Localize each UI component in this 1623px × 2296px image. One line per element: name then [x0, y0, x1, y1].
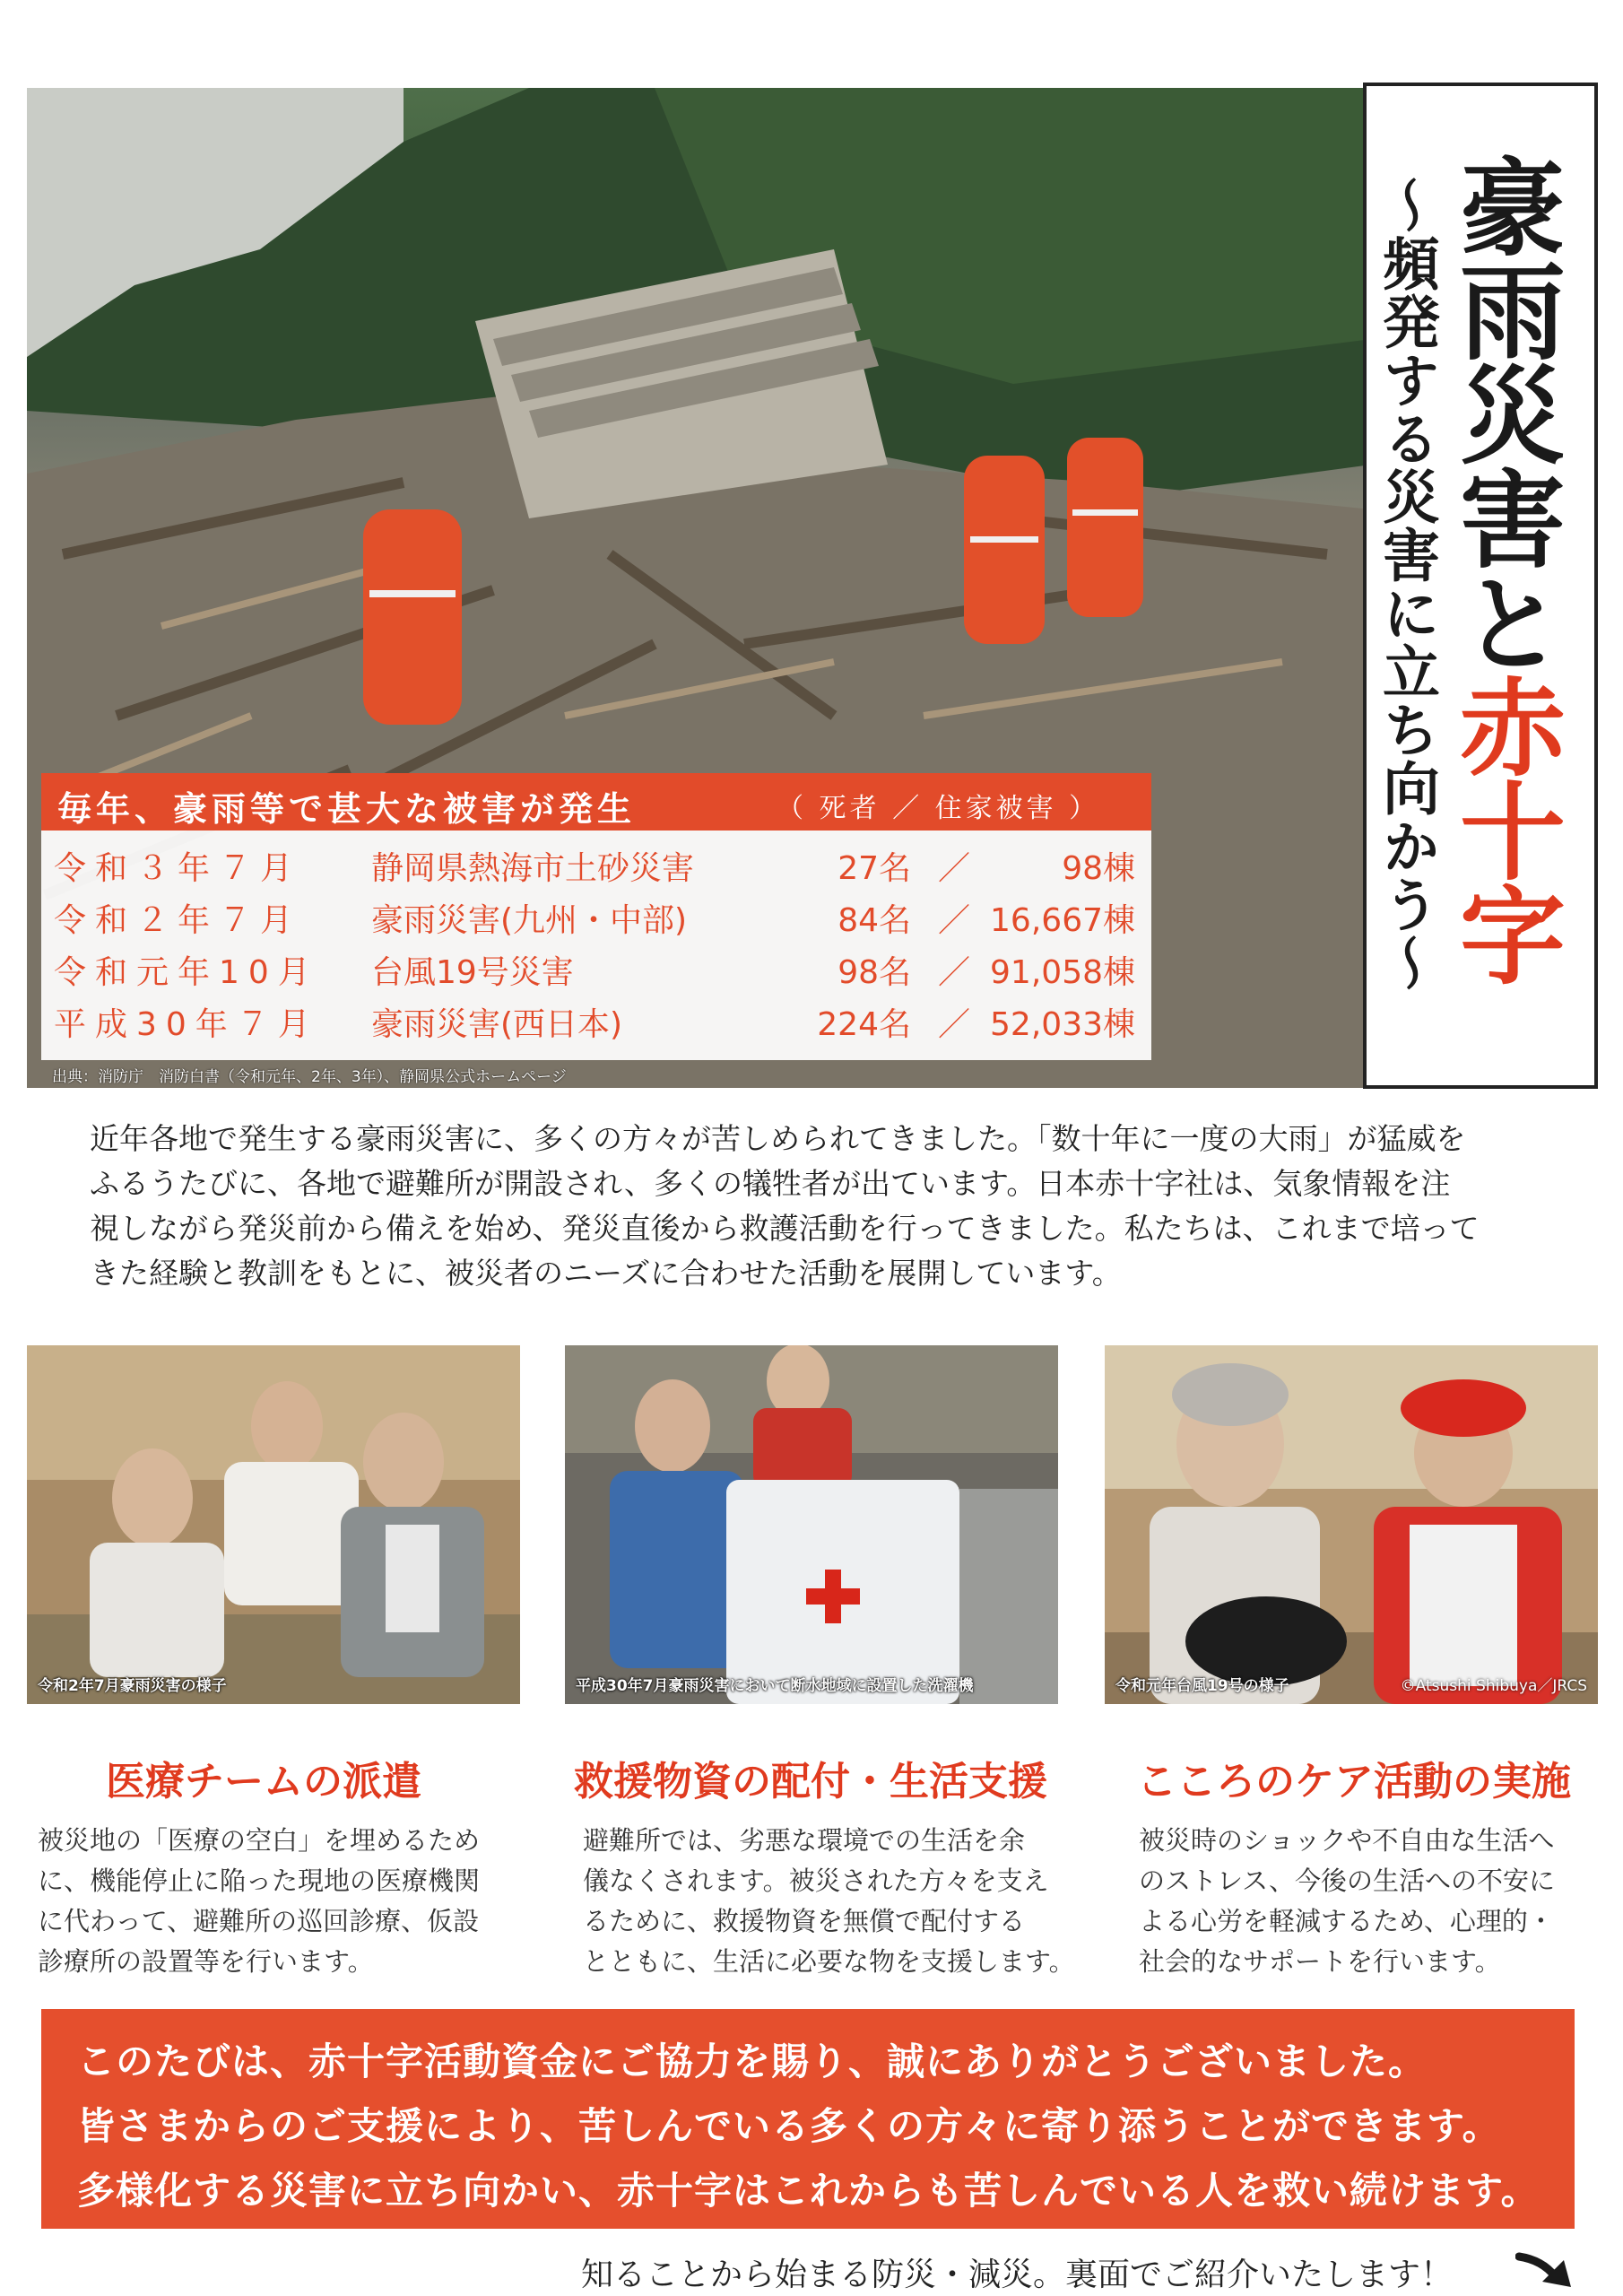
- title-part1: 豪雨災害と: [1442, 152, 1566, 673]
- body-line: 社会的なサポートを行います。: [1139, 1946, 1501, 1977]
- stats-date: 令和２年７月: [54, 902, 302, 939]
- stats-event: 台風19号災害: [371, 954, 574, 991]
- body-line: 被災地の「医療の空白」を埋めるため: [38, 1825, 481, 1856]
- body-line: に、機能停止に陥った現地の医療機関: [38, 1866, 481, 1896]
- stats-dead: 98名: [838, 954, 911, 991]
- photo-caption: 令和2年7月豪雨災害の様子: [38, 1677, 227, 1695]
- section-body-care: [1139, 1821, 1555, 1982]
- stats-row: [41, 942, 1151, 991]
- stats-event: 豪雨災害(西日本): [371, 1006, 623, 1043]
- body-line: るために、救援物資を無償で配付する: [583, 1906, 1026, 1936]
- body-line: よる心労を軽減するため、心理的・: [1139, 1906, 1554, 1936]
- body-line: のストレス、今後の生活への不安に: [1139, 1866, 1556, 1896]
- page-title: [1442, 152, 1566, 985]
- banner-line: このたびは、赤十字活動資金にご協力を賜り、誠にありがとうございました。: [77, 2039, 1428, 2083]
- stats-date: 令和３年７月: [54, 850, 302, 887]
- intro-line: きた経験と教訓をもとに、被災者のニーズに合わせた活動を展開しています。: [90, 1256, 1122, 1291]
- body-line: に代わって、避難所の巡回診療、仮設: [38, 1906, 480, 1936]
- stats-dead: 224名: [817, 1006, 911, 1043]
- banner-line: 多様化する災害に立ち向かい、赤十字はこれからも苦しんでいる人を救い続けます。: [77, 2169, 1540, 2213]
- stats-date: 令和元年10月: [54, 954, 319, 991]
- body-line: とともに、生活に必要な物を支援します。: [583, 1946, 1075, 1977]
- intro-line: ふるうたびに、各地で避難所が開設され、多くの犠牲者が出ています。日本赤十字社は、気象情報を注: [90, 1166, 1451, 1201]
- stats-separator: ／: [938, 1006, 971, 1043]
- banner-line: 皆さまからのご支援により、苦しんでいる多くの方々に寄り添うことができます。: [77, 2104, 1501, 2148]
- stats-row: [41, 890, 1151, 939]
- mental-care-photo: [1105, 1345, 1598, 1704]
- photo-caption: 令和元年台風19号の様子: [1115, 1677, 1289, 1695]
- medical-team-photo: [27, 1345, 520, 1704]
- arrow-down-right-icon: [1515, 2251, 1578, 2291]
- body-line: 被災時のショックや不自由な生活へ: [1139, 1825, 1555, 1856]
- page-subtitle: ～頻発する災害に立ち向かう～: [1373, 176, 1439, 992]
- stats-separator: ／: [938, 902, 971, 939]
- photo-caption: 平成30年7月豪雨災害において断水地域に設置した洗濯機: [576, 1677, 974, 1695]
- stats-houses: 98棟: [1062, 850, 1135, 887]
- stats-header-title: 毎年、豪雨等で甚大な被害が発生: [57, 789, 637, 829]
- stats-row: [41, 994, 1151, 1043]
- section-title-medical: 医療チームの派遣: [106, 1759, 421, 1805]
- intro-line: 視しながら発災前から備えを始め、発災直後から救護活動を行ってきました。私たちは、これまで培って: [90, 1211, 1480, 1246]
- title-part2: 赤十字: [1442, 673, 1566, 985]
- section-title-relief: 救援物資の配付・生活支援: [574, 1759, 1047, 1805]
- stats-header: [41, 773, 1151, 831]
- body-line: 診療所の設置等を行います。: [38, 1946, 374, 1977]
- stats-dead: 84名: [838, 902, 911, 939]
- relief-supplies-photo: [565, 1345, 1058, 1704]
- stats-separator: ／: [938, 954, 971, 991]
- body-line: 儀なくされます。被災された方々を支え: [583, 1866, 1049, 1896]
- stats-event: 豪雨災害(九州・中部): [371, 902, 688, 939]
- photo-credit: ©Atsushi Shibuya／JRCS: [1400, 1677, 1587, 1695]
- stats-event: 静岡県熱海市土砂災害: [371, 850, 695, 887]
- stats-source: 出典：消防庁 消防白書（令和元年、2年、3年）、静岡県公式ホームページ: [52, 1068, 567, 1086]
- stats-houses: 52,033棟: [990, 1006, 1135, 1043]
- stats-row: [41, 838, 1151, 887]
- intro-line: 近年各地で発生する豪雨災害に、多くの方々が苦しめられてきました。「数十年に一度の大雨」が猛威を: [90, 1121, 1466, 1156]
- stats-houses: 16,667棟: [990, 902, 1135, 939]
- thank-you-banner: [41, 2009, 1575, 2229]
- section-title-care: こころのケア活動の実施: [1137, 1759, 1571, 1805]
- disaster-stats-table: [41, 773, 1151, 1060]
- body-line: 避難所では、劣悪な環境での生活を余: [583, 1825, 1026, 1856]
- stats-date: 平成30年７月: [54, 1006, 319, 1043]
- stats-header-note: （ 死者 ／ 住家被害 ）: [777, 793, 1100, 824]
- footer-text: 知ることから始まる防災・減災。裏面でご紹介いたします！: [581, 2257, 1454, 2293]
- stats-separator: ／: [938, 850, 971, 887]
- stats-houses: 91,058棟: [990, 954, 1135, 991]
- stats-dead: 27名: [838, 850, 911, 887]
- section-body-medical: [38, 1821, 480, 1982]
- intro-text: [90, 1117, 1542, 1296]
- section-body-relief: [583, 1821, 1075, 1982]
